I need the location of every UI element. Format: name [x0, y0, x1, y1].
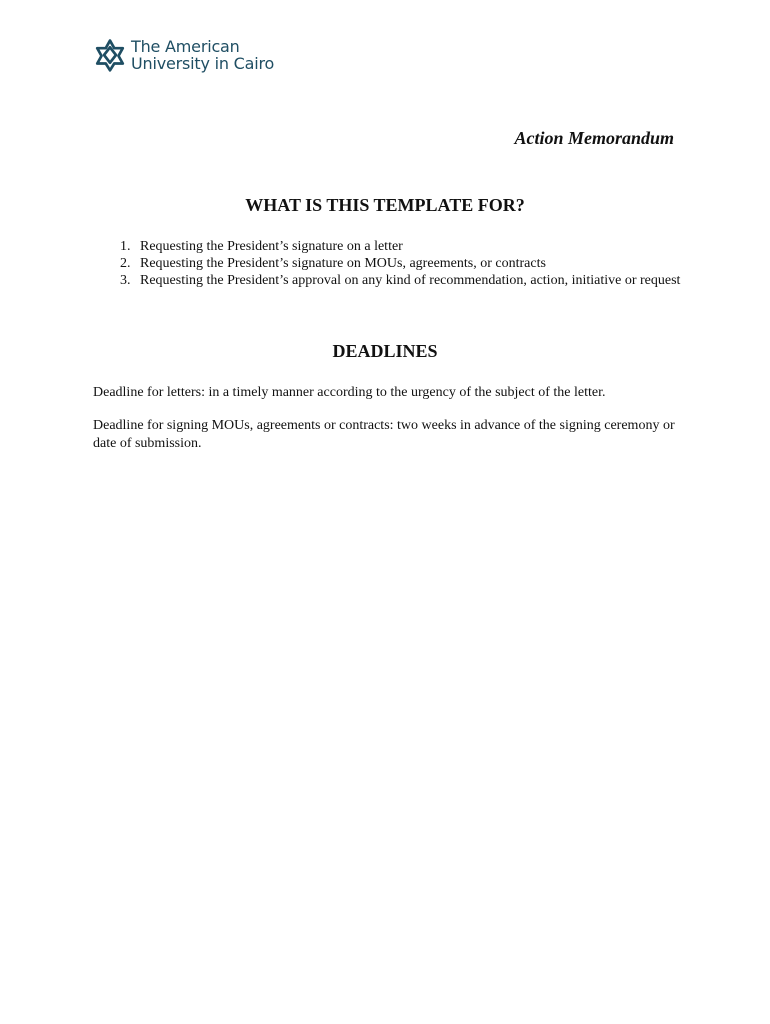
logo-line-1: The American [131, 37, 240, 56]
list-item-text: Requesting the President’s signature on MOUs, agreements, or contracts [140, 256, 546, 271]
auc-star-icon [93, 38, 127, 72]
deadline-letters-paragraph: Deadline for letters: in a timely manner according to the urgency of the subject of the letter. [93, 385, 606, 400]
memo-title: Action Memorandum [514, 128, 674, 148]
list-item-text: Requesting the President’s approval on any kind of recommendation, action, initiative or request [140, 273, 681, 288]
list-item [93, 238, 683, 255]
list-item-number: 3. [120, 273, 131, 288]
list-item-text: Requesting the President’s signature on a letter [140, 239, 403, 254]
logo-line-2: University in Cairo [131, 54, 275, 73]
list-item-number: 2. [120, 256, 131, 271]
list-item [93, 272, 683, 289]
deadline-mous-paragraph: Deadline for signing MOUs, agreements or contracts: two weeks in advance of the signing ceremony or date of submission. [93, 418, 675, 451]
template-purpose-heading: WHAT IS THIS TEMPLATE FOR? [245, 195, 525, 215]
list-item [93, 255, 683, 272]
logo-wordmark [131, 38, 274, 72]
deadlines-heading: DEADLINES [332, 341, 438, 361]
university-logo [93, 38, 274, 72]
purpose-list [93, 238, 683, 289]
list-item-number: 1. [120, 239, 131, 254]
